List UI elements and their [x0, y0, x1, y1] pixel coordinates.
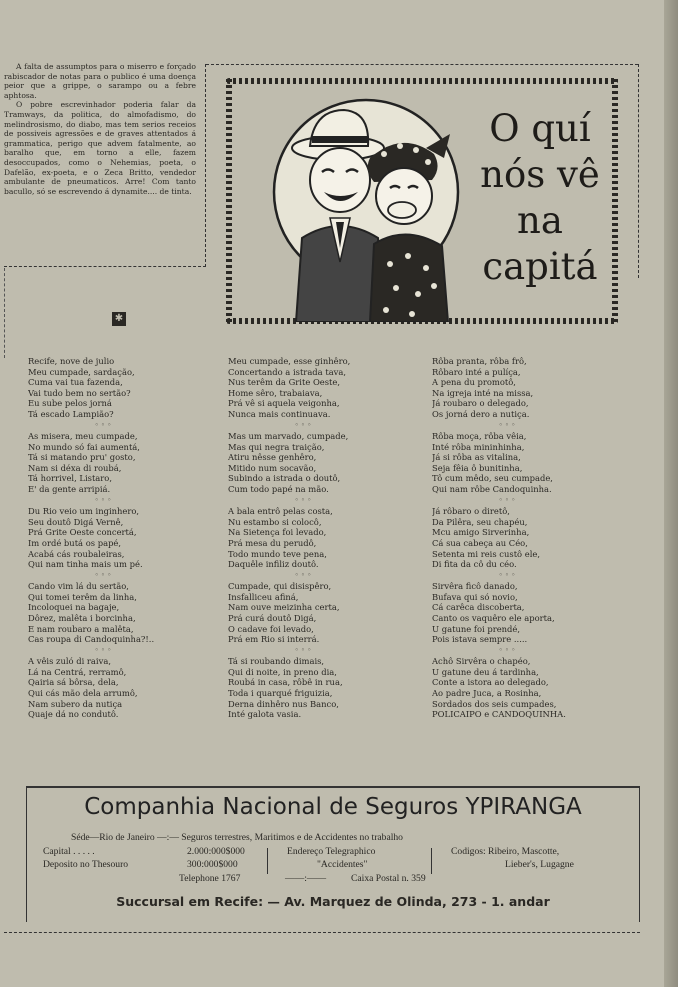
poem-line: Prá curá doutô Digá,: [228, 612, 317, 623]
poem-stanza: [28, 431, 224, 495]
poem-line: A bala entrô pelas costa,: [228, 506, 333, 517]
poem-line: Insfalliceu afiná,: [228, 591, 299, 602]
poem-line: Nam subero da nutiça: [28, 698, 123, 709]
poem-line: Acabá cás roubaleiras,: [28, 548, 125, 559]
poem-line: Tá horrivel, Listaro,: [28, 473, 113, 484]
poem-line: Cá carêca discoberta,: [432, 602, 525, 613]
intro-paragraph: A falta de assumptos para o miserro e forçado rabiscador de notas para o publico é uma doença peior que a grippe, o sarampo ou a febre aphtosa.: [4, 62, 196, 100]
poem-line: Qui tomei terêm da linha,: [28, 591, 137, 602]
poem-line: Inté galota vasia.: [228, 709, 302, 720]
poem-stanza: [28, 356, 224, 420]
poem-line: E' da gente arripiá.: [28, 484, 111, 495]
poem-column-3: [432, 356, 628, 720]
poem-line: Na igreja inté na missa,: [432, 387, 534, 398]
headline-line: O quí: [489, 107, 591, 150]
poem-stanza: [432, 656, 628, 720]
poem-line: Nam ouve meizinha certa,: [228, 602, 340, 613]
poem-line: No mundo só fai aumentá,: [28, 441, 140, 452]
ad-divider: [267, 848, 268, 874]
poem-line: Roubá in casa, rôbê in rua,: [228, 677, 343, 688]
stanza-separator: ◦ ◦ ◦: [94, 495, 112, 504]
poem-line: Mitido num socavão,: [228, 462, 317, 473]
poem-line: Mas um marvado, cumpade,: [228, 431, 349, 442]
poem-line: Prá mesa du perudô,: [228, 537, 317, 548]
ad-capital-value: 2.000:000$000: [187, 846, 245, 857]
poem-line: Tá escado Lampião?: [28, 408, 114, 419]
poem-line: O cadave foi levado,: [228, 623, 314, 634]
intro-border: [4, 266, 206, 267]
headline-line: nós vê: [480, 153, 600, 196]
poem-line: Nunca mais continuava.: [228, 408, 331, 419]
poem-stanza: [228, 506, 424, 570]
left-border: [4, 268, 5, 358]
poem-line: E nam roubaro a malêta,: [28, 623, 134, 634]
ad-title: Companhia Nacional de Seguros YPIRANGA: [84, 794, 582, 820]
header-border: [638, 64, 639, 278]
poem-line: Subindo a istrada o doutô,: [228, 473, 341, 484]
poem-line: Sordados dos seis cumpades,: [432, 698, 557, 709]
header-frame: [226, 78, 618, 324]
poem-line: Meu cumpade, esse ginhêro,: [228, 356, 351, 366]
ad-telegraph-label: Endereço Telegraphico: [287, 846, 376, 857]
poem-line: Recife, nove de julio: [28, 356, 115, 366]
poem-line: Pois istava sempre .....: [432, 634, 528, 645]
ad-codes: Codigos: Ribeiro, Mascotte,: [451, 846, 560, 857]
chain-border-top: [226, 78, 618, 84]
poem-line: Mcu amigo Sirverinha,: [432, 527, 530, 538]
poem-line: Cando vim lá du sertão,: [28, 581, 129, 592]
poem-line: Achô Sirvêra o chapéo,: [432, 656, 531, 667]
poem-line: Prá Grite Oeste concertá,: [28, 527, 137, 538]
ad-telephone: Telephone 1767: [179, 873, 241, 884]
poem-line: Nam si déxa di roubá,: [28, 462, 122, 473]
poem-line: Daquêle infiliz doutô.: [228, 559, 319, 570]
poem-line: Todo mundo teve pena,: [228, 548, 327, 559]
stanza-separator: ◦ ◦ ◦: [294, 645, 312, 654]
ad-deposit-value: 300:000$000: [187, 859, 238, 870]
ad-branch-address: Succursal em Recife: — Av. Marquez de Olinda, 273 - 1. andar: [116, 894, 550, 909]
stanza-separator: ◦ ◦ ◦: [94, 570, 112, 579]
stanza-separator: ◦ ◦ ◦: [294, 420, 312, 429]
poem-line: Tá si roubando dimais,: [228, 656, 325, 667]
chain-border-left: [226, 78, 232, 324]
poem-line: Já roubaro o delegado,: [432, 398, 529, 409]
poem-line: Já rôbaro o diretô,: [432, 506, 510, 517]
stanza-separator: ◦ ◦ ◦: [94, 420, 112, 429]
ad-divider: [431, 848, 432, 874]
poem-line: Qui nam tinha mais um pé.: [28, 559, 143, 570]
ad-postbox: Caixa Postal n. 359: [351, 873, 426, 884]
poem-line: Rôba pranta, rôba frô,: [432, 356, 527, 366]
header-border: [206, 64, 638, 65]
poem-line: Eu sube pelos jorná: [28, 398, 112, 409]
poem-line: Prá vê si aquela veigonha,: [228, 398, 340, 409]
poem-line: Derna dinhêro nus Banco,: [228, 698, 339, 709]
poem-column-1: [28, 356, 224, 720]
poem-line: Du Rio veio um inginhero,: [28, 506, 140, 517]
ad-deposit-label: Deposito no Thesouro: [43, 859, 129, 870]
poem-line: Setenta mi reis custô ele,: [432, 548, 541, 559]
poem-line: Os jorná dero a nutiça.: [432, 408, 530, 419]
poem-line: POLICAIPO e CANDOQUINHA.: [432, 709, 566, 720]
stanza-separator: ◦ ◦ ◦: [498, 645, 516, 654]
poem-stanza: [432, 506, 628, 570]
poem-line: Cas roupa di Candoquinha?!..: [28, 634, 155, 645]
poem-line: Mas qui negra traição,: [228, 441, 325, 452]
poem-line: Já si rôba as vitalina,: [432, 452, 521, 463]
stanza-separator: ◦ ◦ ◦: [294, 570, 312, 579]
headline: [470, 106, 610, 290]
stanza-separator: ◦ ◦ ◦: [498, 570, 516, 579]
poem-line: As misera, meu cumpade,: [28, 431, 138, 442]
poem-line: Sirvêra ficô danado,: [432, 581, 518, 592]
poem-line: Tá si matando pru' gosto,: [28, 452, 136, 463]
stanza-separator: ◦ ◦ ◦: [498, 495, 516, 504]
poem-stanza: [432, 431, 628, 495]
star-icon: ✱: [112, 312, 126, 326]
poem-stanza: [228, 656, 424, 720]
couple-caricature-icon: [266, 88, 476, 322]
poem-line: Bufava qui só novio,: [432, 591, 518, 602]
poem-line: Seu doutô Digá Vernê,: [28, 516, 124, 527]
ad-headquarters: Séde—Rio de Janeiro —:— Seguros terrestres, Maritimos e de Accidentes no trabalho: [71, 832, 403, 843]
poem-line: Di fita da cô du céo.: [432, 559, 517, 570]
poem-line: Im ordé butá os papé,: [28, 537, 122, 548]
headline-line: na: [517, 199, 563, 242]
poem-line: Ao padre Juca, a Rosinha,: [432, 688, 542, 699]
poem-line: Cum todo papé na mão.: [228, 484, 329, 495]
poem-stanza: [432, 356, 628, 420]
poem-line: Na Sietença foi levado,: [228, 527, 327, 538]
poem-line: Cá sua cabeça au Céo,: [432, 537, 528, 548]
poem-line: Nu estambo si colocô,: [228, 516, 322, 527]
poem-line: Qui di noite, in preno dia,: [228, 666, 337, 677]
intro-border: [205, 64, 206, 267]
ad-border: [4, 932, 640, 933]
poem-line: Cumpade, qui disispêro,: [228, 581, 332, 592]
poem-line: Qui cás mão dela arrumô,: [28, 688, 138, 699]
poem-stanza: [228, 356, 424, 420]
poem-line: Meu cumpade, sardação,: [28, 366, 135, 377]
poem-stanza: [228, 431, 424, 495]
poem-line: Conte a istora ao delegado,: [432, 677, 549, 688]
headline-line: capitá: [482, 245, 598, 288]
stanza-separator: ◦ ◦ ◦: [94, 645, 112, 654]
poem-line: Canto os vaquêro ele aporta,: [432, 612, 555, 623]
poem-line: Toda i quarqué friguizia,: [228, 688, 333, 699]
ad-telegraph-value: "Accidentes": [317, 859, 368, 870]
poem-stanza: [228, 581, 424, 645]
poem-line: A pena du promotô,: [432, 377, 516, 388]
intro-article: [4, 62, 196, 196]
ad-codes: Lieber's, Lugagne: [505, 859, 574, 870]
poem-line: Quaje dá no condutô.: [28, 709, 119, 720]
poem-stanza: [432, 581, 628, 645]
poem-stanza: [28, 656, 224, 720]
ad-separator: ——:——: [285, 873, 327, 884]
poem-line: Prá em Rio si interrá.: [228, 634, 320, 645]
stanza-separator: ◦ ◦ ◦: [498, 420, 516, 429]
poem-line: Concertando a istrada tava,: [228, 366, 347, 377]
poem-line: Atiru nêsse genhêro,: [228, 452, 317, 463]
chain-border-right: [612, 78, 618, 324]
poem-line: Qairia sá bôrsa, dela,: [28, 677, 119, 688]
poem-line: Rôba moça, rôba vêia,: [432, 431, 527, 442]
page-edge: [664, 0, 678, 987]
poem-line: U gatune deu á tardinha,: [432, 666, 539, 677]
poem-line: U gatune foi prendé,: [432, 623, 521, 634]
intro-paragraph: O pobre escrevinhador poderia falar da Tramways, da politica, do almofadismo, do melindrosismo, do diabo, mas tem serios receios de possiveis agressões e de graves attentados á grammatica, perigo que advem fatalmente, ao baralho que, em torno a elle, fazem desoccupados, como o Nehemias, poeta, o Dafelão, ex-poeta, e o Zeca Britto, vendedor ambulante de pneumaticos. Arre! Com tanto bacullo, só se escrevendo á dynamite.... de tinta.: [4, 100, 196, 196]
poem-line: Incoloquei na bagaje,: [28, 602, 120, 613]
poem-line: Da Pilêra, seu chapéu,: [432, 516, 528, 527]
poem-line: Qui nam rôbe Candoquinha.: [432, 484, 552, 495]
poem-line: Home sêro, trabaiava,: [228, 387, 323, 398]
poem-line: Tô cum mêdo, seu cumpade,: [432, 473, 553, 484]
poem-line: Rôbaro inté a pulíça,: [432, 366, 521, 377]
ad-capital-label: Capital . . . . .: [43, 846, 95, 857]
poem-stanza: [28, 581, 224, 645]
poem-line: Nus terêm da Grite Oeste,: [228, 377, 341, 388]
poem-line: Dôrez, malêta i borcinha,: [28, 612, 136, 623]
poem-line: A vêis zuló di raiva,: [28, 656, 111, 667]
poem-line: Cuma vai tua fazenda,: [28, 377, 123, 388]
poem-line: Vai tudo bem no sertão?: [28, 387, 131, 398]
poem-stanza: [28, 506, 224, 570]
insurance-advertisement: [26, 786, 640, 922]
poem-line: Seja fêia ô bunitinha,: [432, 462, 523, 473]
poem-line: Lá na Centrá, rerramô,: [28, 666, 127, 677]
poem-column-2: [228, 356, 424, 720]
poem-line: Inté rôba mininhinha,: [432, 441, 525, 452]
stanza-separator: ◦ ◦ ◦: [294, 495, 312, 504]
